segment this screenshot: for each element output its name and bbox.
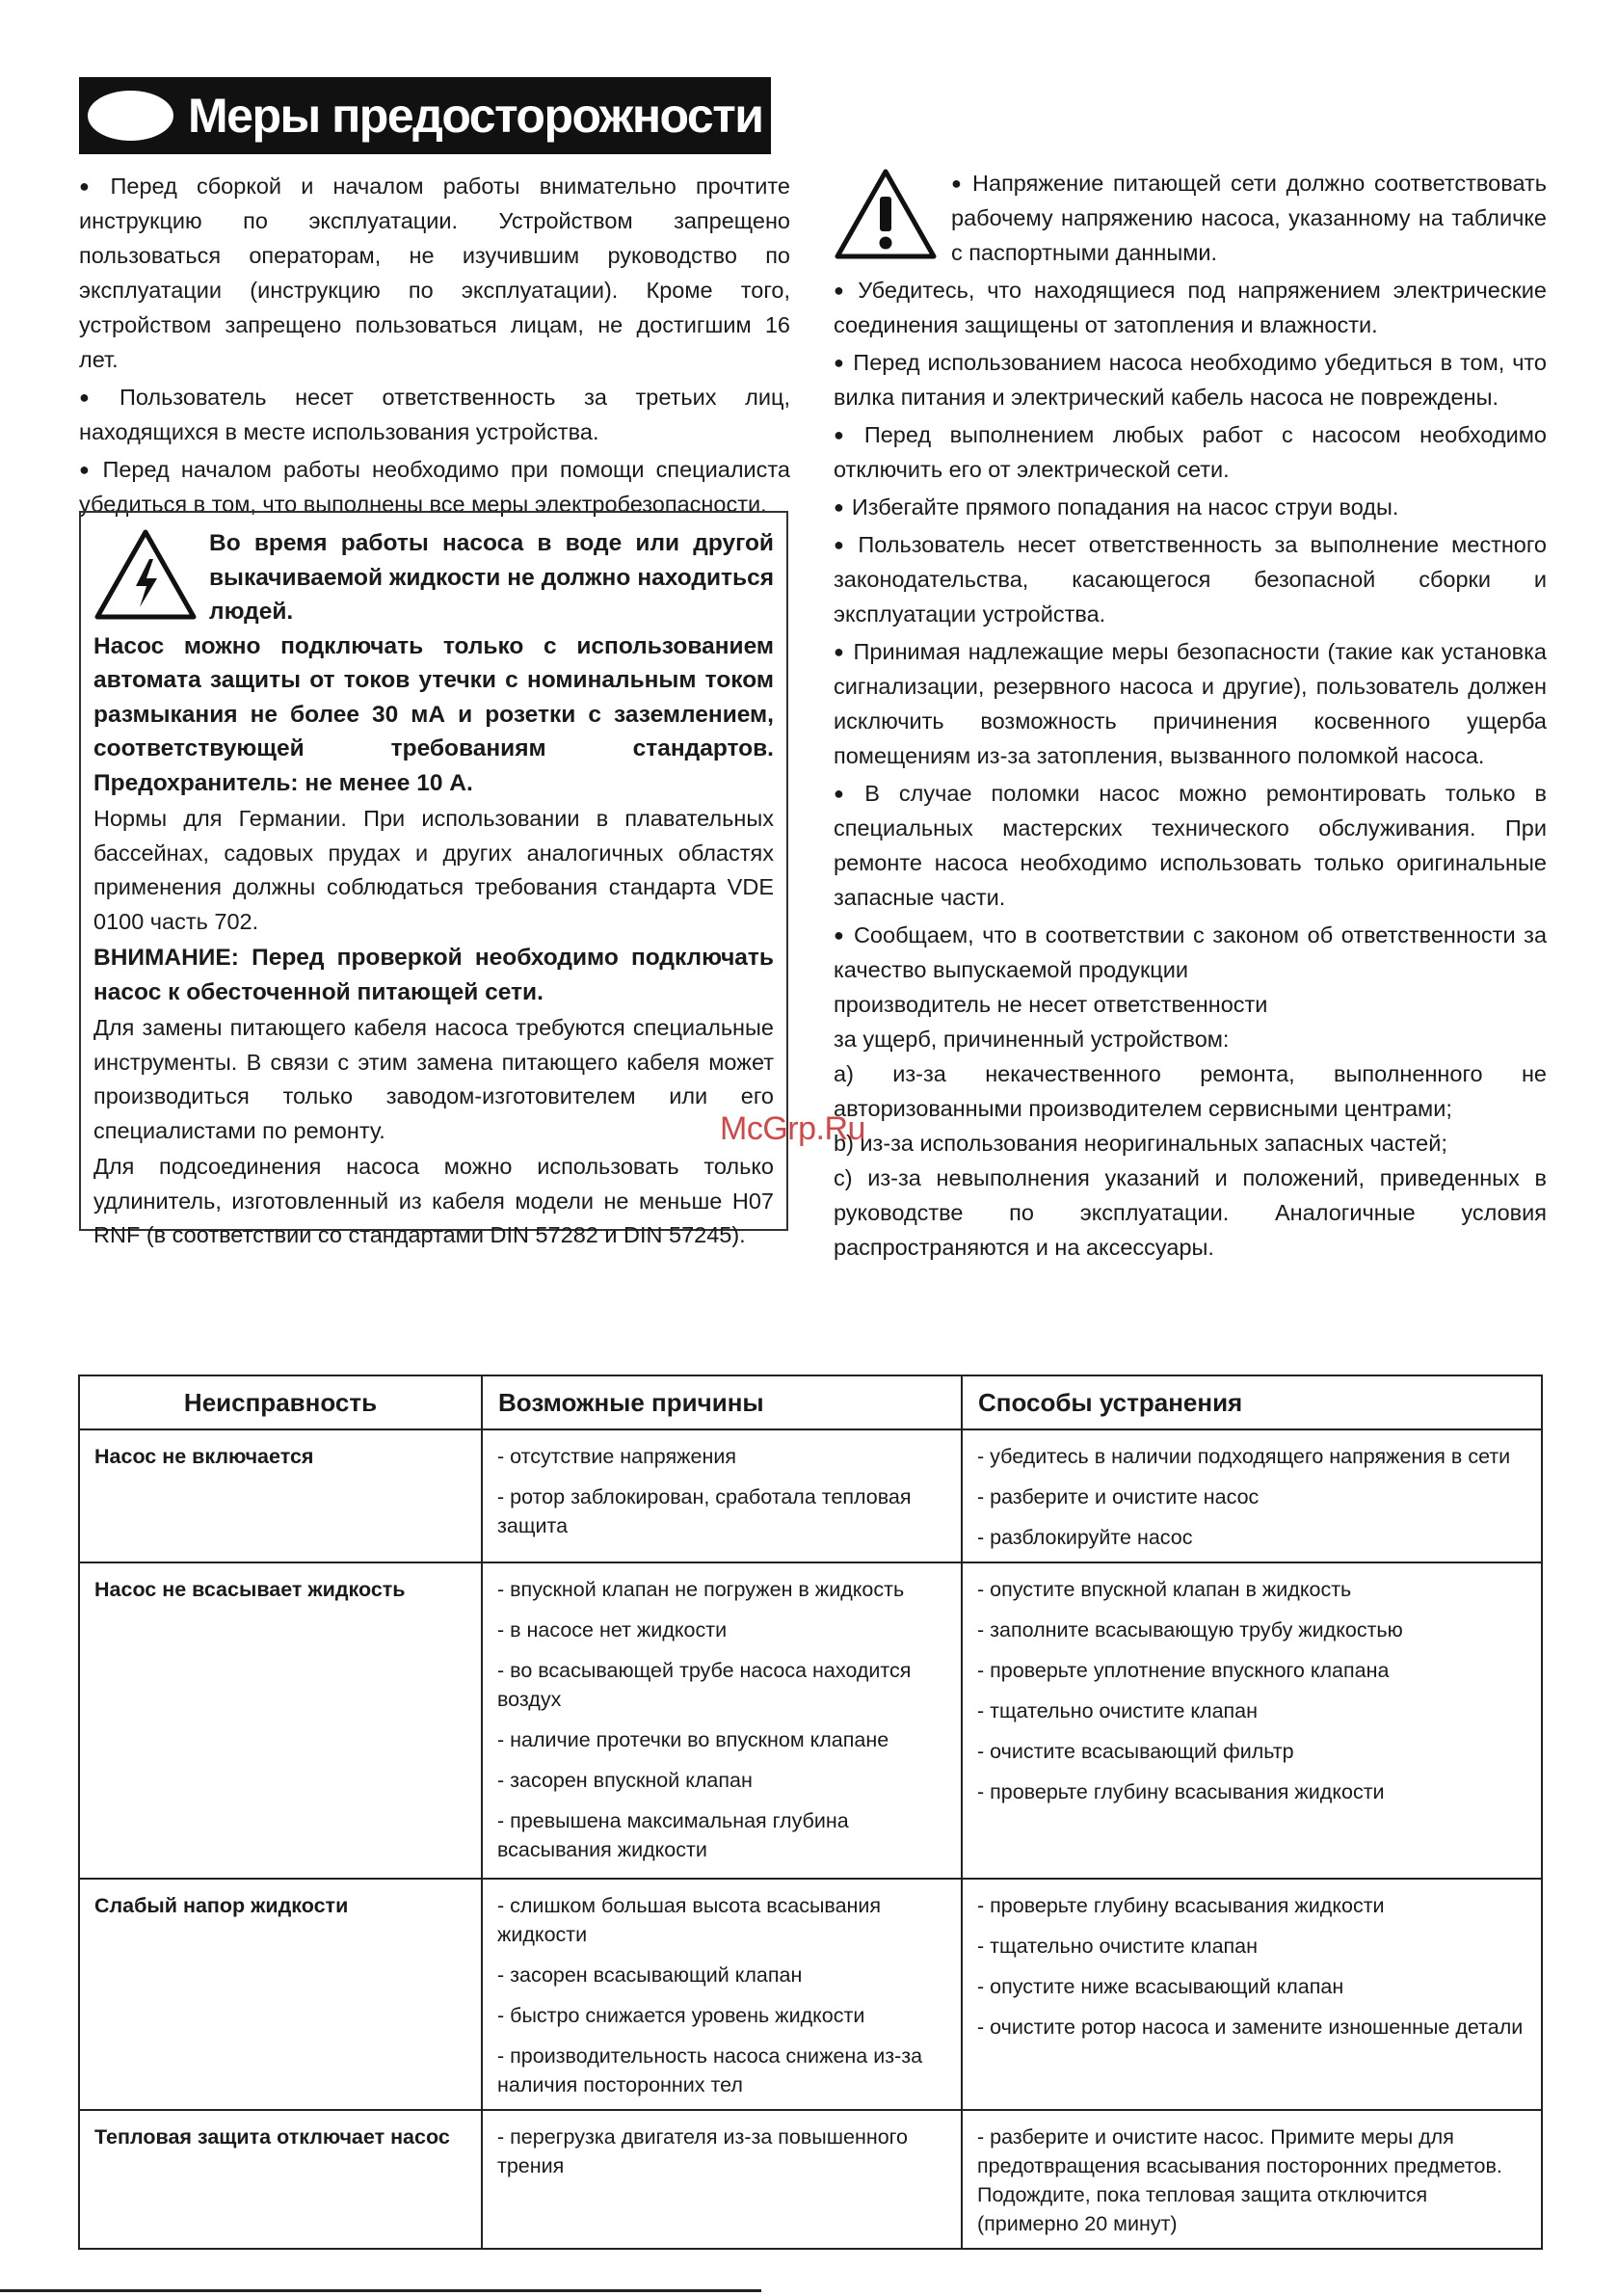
bullet-icon: ● — [834, 280, 851, 300]
bullet-icon: ● — [834, 353, 846, 372]
caution-triangle-icon — [834, 168, 938, 260]
cause-item: - превышена максимальная глубина всасывания жидкости — [497, 1809, 849, 1861]
liability-line: производитель не несет ответственности — [834, 992, 1268, 1017]
table-row — [79, 1562, 1542, 1879]
fault-cell: Тепловая защита отключает насос — [79, 2110, 482, 2249]
bullet-paragraph: ● Убедитесь, что находящиеся под напряжением электрические соединения защищены от затопления и влажности. — [834, 278, 1548, 337]
bullet-icon: ● — [834, 642, 846, 661]
cause-item: - слишком большая высота всасывания жидкости — [497, 1894, 882, 1946]
cause-item: - впускной клапан не погружен в жидкость — [497, 1578, 905, 1601]
bullet-paragraph: ● Напряжение питающей сети должно соответствовать рабочему напряжению насоса, указанному на табличке с паспортными данными. — [951, 171, 1548, 265]
remedies-cell — [962, 1879, 1542, 2110]
right-column — [834, 166, 1547, 1265]
bullet-icon: ● — [79, 387, 112, 407]
bullet-paragraph: ● Принимая надлежащие меры безопасности (такие как установка сигнализации, резервного насоса и другие), пользователь должен исключить возможность причинения косвенного ущерба помещениям из-за затопления, вызванного поломкой насоса. — [834, 639, 1548, 768]
causes-cell — [482, 1562, 962, 1879]
bullet-icon: ● — [834, 784, 858, 803]
bullet-paragraph: ● Сообщаем, что в соответствии с законом об ответственности за качество выпускаемой продукции — [834, 922, 1548, 982]
remedy-item: - очистите ротор насоса и замените изношенные детали — [977, 2016, 1524, 2039]
remedy-item: - разблокируйте насос — [977, 1526, 1193, 1549]
bullet-paragraph: ● Избегайте прямого попадания на насос струи воды. — [834, 494, 1399, 520]
remedy-item: - проверьте уплотнение впускного клапана — [977, 1659, 1390, 1682]
causes-cell — [482, 1879, 962, 2110]
bullet-icon: ● — [834, 535, 851, 554]
causes-cell — [482, 2110, 962, 2249]
remedy-item: - тщательно очистите клапан — [977, 1699, 1259, 1722]
footer-rule — [0, 2289, 761, 2292]
liability-item-b: b) из-за использования неоригинальных запасных частей; — [834, 1131, 1447, 1156]
cable-replacement-note: Для замены питающего кабеля насоса требуются специальные инструменты. В связи с этим замена питающего кабеля может производиться только заводом-изготовителем или его специалистами по ремонту. — [93, 1015, 774, 1143]
cause-item: - быстро снижается уровень жидкости — [497, 2004, 865, 2027]
causes-cell — [482, 1429, 962, 1562]
bullet-paragraph: ● Пользователь несет ответственность за третьих лиц, находящихся в месте использования устройства. — [79, 385, 790, 444]
cause-item: - перегрузка двигателя из-за повышенного трения — [497, 2125, 908, 2177]
remedy-item: - опустите впускной клапан в жидкость — [977, 1578, 1352, 1601]
bullet-icon: ● — [79, 176, 103, 196]
bullet-icon: ● — [834, 497, 844, 517]
remedy-item: - заполните всасывающую трубу жидкостью — [977, 1618, 1403, 1642]
bullet-paragraph: ● Перед началом работы необходимо при помощи специалиста убедиться в том, что выполнены все меры электробезопасности. — [79, 457, 790, 517]
fault-cell: Слабый напор жидкости — [79, 1879, 482, 2110]
cause-item: - наличие протечки во впускном клапане — [497, 1728, 889, 1751]
page-title: Меры предосторожности — [188, 89, 763, 143]
remedy-item: - опустите ниже всасывающий клапан — [977, 1975, 1344, 1998]
bullet-paragraph: ● Перед сборкой и началом работы внимательно прочтите инструкцию по эксплуатации. Устройством запрещено пользоваться операторам, не изучившим руководство по эксплуатации (инструкцию по эксплуатации). Кроме того, устройством запрещено пользоваться лицам, не достигшим 16 лет. — [79, 174, 790, 372]
warning-rcd-requirement: Насос можно подключать только с использованием автомата защиты от токов утечки с номинальным током размыкания не более 30 мА и розетки с заземлением, соответствующей требованиям стандартов. Предохранитель: не менее 10 А. — [93, 632, 774, 796]
bullet-paragraph: ● Перед выполнением любых работ с насосом необходимо отключить его от электрической сети. — [834, 422, 1547, 482]
liability-item-a: a) из-за некачественного ремонта, выполненного не авторизованными производителем сервисными центрами; — [834, 1061, 1547, 1121]
column-header-remedies: Способы устранения — [962, 1375, 1542, 1429]
header-oval-marker — [88, 91, 173, 141]
liability-item-c: c) из-за невыполнения указаний и положений, приведенных в руководстве по эксплуатации. Аналогичные условия распространяются и на аксессуары. — [834, 1165, 1547, 1260]
column-header-fault: Неисправность — [79, 1375, 482, 1429]
troubleshooting-table — [78, 1375, 1543, 2250]
section-header — [79, 77, 771, 154]
warning-no-people: Во время работы насоса в воде или другой выкачиваемой жидкости не должно находиться людей. — [209, 530, 774, 625]
attention-note: ВНИМАНИЕ: Перед проверкой необходимо подключать насос к обесточенной питающей сети. — [93, 945, 774, 1005]
cause-item: - в насосе нет жидкости — [497, 1618, 728, 1642]
remedies-cell — [962, 1429, 1542, 1562]
bullet-icon: ● — [834, 925, 846, 945]
table-row — [79, 1429, 1542, 1562]
remedy-item: - проверьте глубину всасывания жидкости — [977, 1894, 1385, 1917]
column-header-causes: Возможные причины — [482, 1375, 962, 1429]
table-row — [79, 1879, 1542, 2110]
extension-cable-note: Для подсоединения насоса можно использовать только удлинитель, изготовленный из кабеля модели не меньше H07 RNF (в соответствии со стандартами DIN 57282 и DIN 57245). — [93, 1154, 774, 1247]
remedy-item: - очистите всасывающий фильтр — [977, 1740, 1294, 1763]
bullet-paragraph: ● Пользователь несет ответственность за выполнение местного законодательства, касающегося безопасной сборки и эксплуатации устройства. — [834, 532, 1548, 627]
table-row — [79, 2110, 1542, 2249]
left-column — [79, 169, 790, 524]
remedy-item: - разберите и очистите насос — [977, 1485, 1260, 1508]
fault-cell: Насос не всасывает жидкость — [79, 1562, 482, 1879]
electrical-hazard-icon — [93, 528, 198, 621]
remedy-item: - убедитесь в наличии подходящего напряжения в сети — [977, 1445, 1511, 1468]
cause-item: - засорен впускной клапан — [497, 1769, 753, 1792]
fault-cell: Насос не включается — [79, 1429, 482, 1562]
germany-norms: Нормы для Германии. При использовании в плавательных бассейнах, садовых прудах и других аналогичных областях применения должны соблюдаться требования стандарта VDE 0100 часть 702. — [93, 806, 774, 934]
table-header-row — [79, 1375, 1542, 1429]
bullet-paragraph: ● Перед использованием насоса необходимо убедиться в том, что вилка питания и электрический кабель насоса не повреждены. — [834, 350, 1548, 410]
watermark-text: McGrp.Ru — [720, 1110, 865, 1147]
electrical-warning-box — [79, 511, 788, 1247]
cause-item: - во всасывающей трубе насоса находится воздух — [497, 1659, 912, 1711]
remedy-item: - тщательно очистите клапан — [977, 1935, 1259, 1958]
cause-item: - ротор заблокирован, сработала тепловая защита — [497, 1485, 912, 1537]
cause-item: - отсутствие напряжения — [497, 1445, 736, 1468]
bullet-icon: ● — [951, 174, 966, 193]
remedy-item: - разберите и очистите насос. Примите меры для предотвращения всасывания посторонних предметов. Подождите, пока тепловая защита отключится (примерно 20 минут) — [977, 2125, 1502, 2235]
liability-line: за ущерб, причиненный устройством: — [834, 1027, 1230, 1052]
bullet-paragraph: ● В случае поломки насос можно ремонтировать только в специальных мастерских технического обслуживания. При ремонте насоса необходимо использовать только оригинальные запасные части. — [834, 781, 1547, 910]
bullet-icon: ● — [834, 425, 857, 444]
remedy-item: - проверьте глубину всасывания жидкости — [977, 1780, 1385, 1803]
cause-item: - засорен всасывающий клапан — [497, 1963, 803, 1987]
remedies-cell — [962, 1562, 1542, 1879]
remedies-cell — [962, 2110, 1542, 2249]
cause-item: - производительность насоса снижена из-за наличия посторонних тел — [497, 2044, 923, 2096]
bullet-icon: ● — [79, 460, 95, 479]
